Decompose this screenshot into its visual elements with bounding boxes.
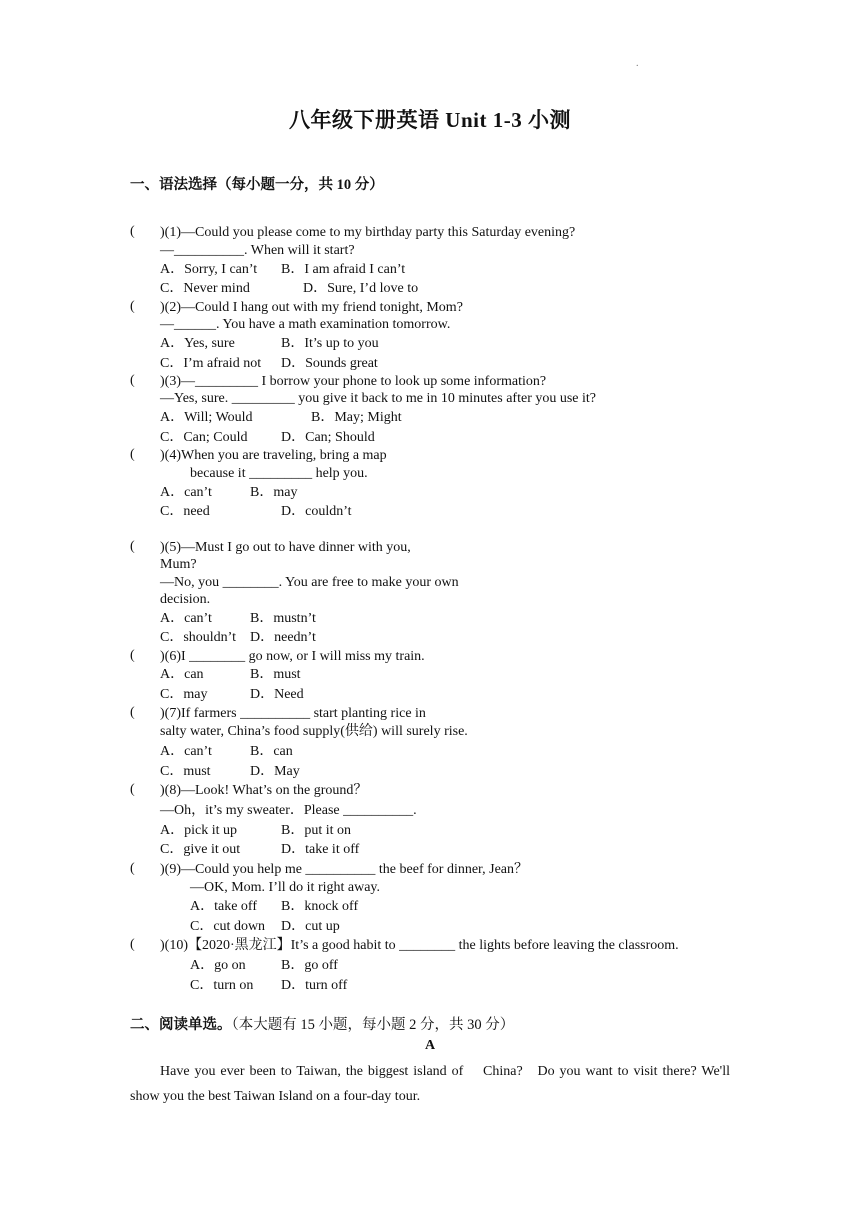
option-d: D．cut up [281,919,340,934]
option-c: C．may [160,687,208,702]
question-stem-line: —Yes, sure. _________ you give it back to me in 10 minutes after you use it? [160,391,597,406]
question-stem: )(1)—Could you please come to my birthday party this Saturday evening? [146,225,576,240]
question-stem: )(3)—_________ I borrow your phone to look up some information? [146,374,547,389]
option-b: B．go off [281,958,338,973]
option-a: A．can’t [160,611,212,626]
option-a: A．can’t [160,485,212,500]
question-stem-line: —No, you ________. You are free to make your own [160,575,459,590]
question-stem: )(4)When you are traveling, bring a map [146,448,387,463]
option-a: A．can’t [160,744,212,759]
option-c: C．give it out [160,842,241,857]
option-d: D．Need [250,687,304,702]
option-b: B．I am afraid I can’t [281,262,406,277]
question-stem: )(10)【2020·黑龙江】It’s a good habit to ________ the lights before leaving the classroom. [146,938,679,953]
section-heading-detail: （本大题有 15 小题，每小题 2 分，共 30 分） [231,1017,515,1033]
option-b: B．may [250,485,298,500]
option-a: A．can [160,667,204,682]
option-d: D．take it off [281,842,360,857]
question-stem: )(5)—Must I go out to have dinner with you, [146,540,411,555]
option-d: D．Can; Should [281,430,375,445]
option-a: A．Yes, sure [160,336,235,351]
option-a: A．go on [190,958,246,973]
page-mark: . [636,58,639,69]
option-c: C．shouldn’t [160,630,236,645]
option-b: B．can [250,744,293,759]
option-b: B．It’s up to you [281,336,379,351]
option-c: C．Can; Could [160,430,248,445]
option-c: C．I’m afraid not [160,356,262,371]
answer-bracket: ( [130,373,135,388]
passage-letter: A [424,1038,436,1053]
answer-bracket: ( [130,937,135,952]
section-heading-reading [130,1013,514,1034]
option-c: C．must [160,764,211,779]
option-d: D．couldn’t [281,504,352,519]
option-d: D．Sure, I’d love to [303,281,419,296]
answer-bracket: ( [130,782,135,797]
question-stem: )(9)—Could you help me __________ the beef for dinner, Jean？ [146,862,529,877]
question-stem-line: —OK, Mom. I’ll do it right away. [190,880,381,895]
answer-bracket: ( [130,705,135,720]
question-stem-line: —__________. When will it start? [160,243,355,258]
option-c: C．need [160,504,210,519]
question-stem: )(8)—Look! What’s on the ground？ [146,783,368,798]
option-a: A．pick it up [160,823,237,838]
question-stem-line: decision. [160,592,211,607]
passage-body: Have you ever been to Taiwan, the biggest island of China? Do you want to visit there? We'll show you the best Taiwan Island on a four-day tour. [130,1064,734,1104]
option-b: B．May; Might [311,410,402,425]
option-b: B．put it on [281,823,352,838]
question-stem: )(2)—Could I hang out with my friend tonight, Mom? [146,300,463,315]
option-c: C．turn on [190,978,254,993]
question-stem-line: —______. You have a math examination tomorrow. [160,317,451,332]
question-stem-line: because it _________ help you. [190,466,368,481]
section-heading-label: 二、阅读单选。 [130,1017,232,1033]
option-b: B．knock off [281,899,359,914]
option-d: D．turn off [281,978,348,993]
option-d: D．Sounds great [281,356,378,371]
option-c: C．cut down [190,919,266,934]
question-stem-line: —Oh，it’s my sweater．Please __________. [160,803,417,818]
option-a: A．Sorry, I can’t [160,262,258,277]
answer-bracket: ( [130,648,135,663]
option-c: C．Never mind [160,281,250,296]
answer-bracket: ( [130,299,135,314]
passage-text [130,1059,734,1109]
answer-bracket: ( [130,861,135,876]
question-stem-line: salty water, China’s food supply(供给) will surely rise. [160,724,468,739]
question-stem-line: Mum? [160,557,197,572]
option-d: D．May [250,764,300,779]
option-b: B．mustn’t [250,611,316,626]
answer-bracket: ( [130,539,135,554]
section-heading-grammar: 一、语法选择（每小题一分，共 10 分） [130,177,384,193]
answer-bracket: ( [130,447,135,462]
page-title: 八年级下册英语 Unit 1-3 小测 [289,108,571,132]
option-a: A．Will; Would [160,410,253,425]
option-b: B．must [250,667,301,682]
question-stem: )(6)I ________ go now, or I will miss my train. [146,649,425,664]
answer-bracket: ( [130,224,135,239]
question-stem: )(7)If farmers __________ start planting rice in [146,706,426,721]
option-d: D．needn’t [250,630,316,645]
option-a: A．take off [190,899,257,914]
